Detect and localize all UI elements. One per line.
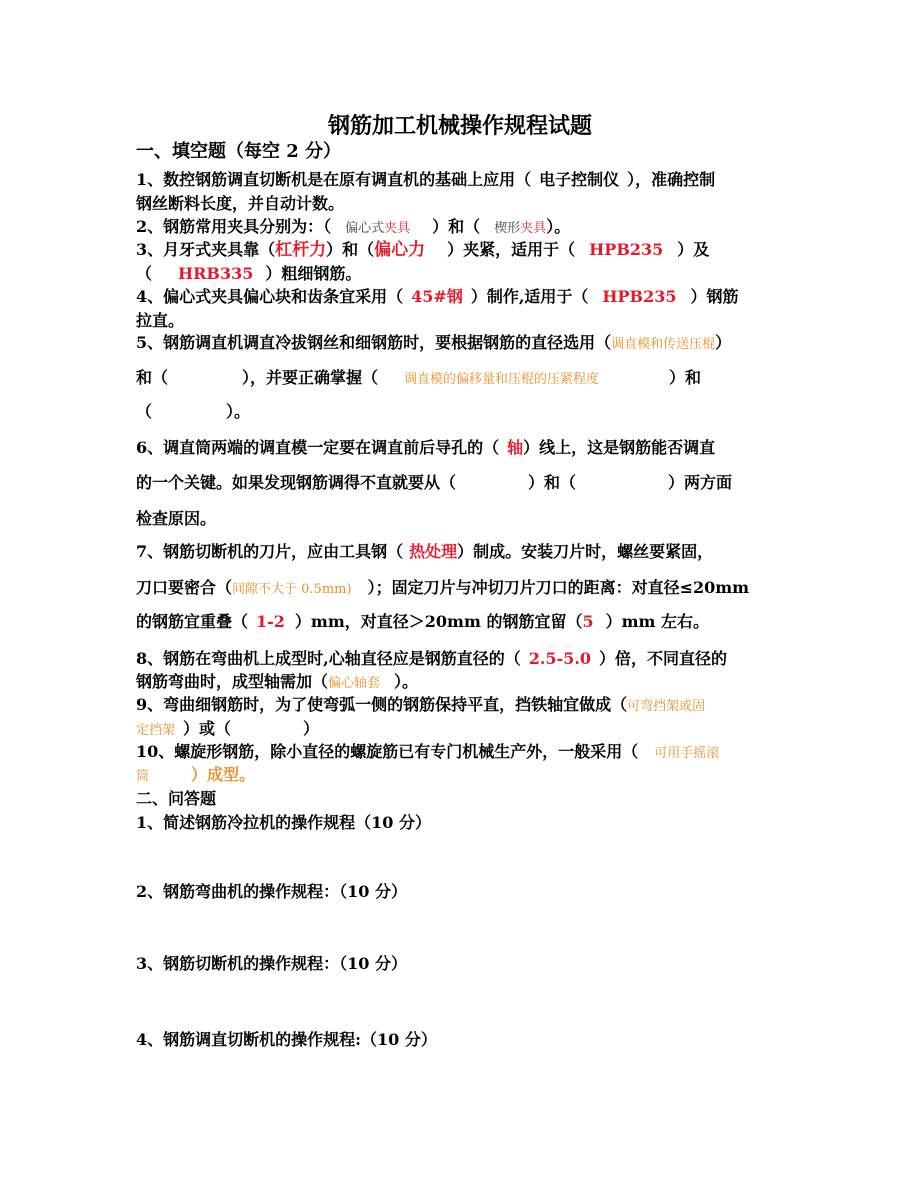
q3-text-c: ）夹紧，适用于（ [447, 240, 576, 259]
question-8-line-2 [136, 672, 418, 694]
q4-text: 4、偏心式夹具偏心块和齿条宜采用（ [136, 287, 404, 306]
q8-text: 8、钢筋在弯曲机上成型时,心轴直径应是钢筋直径的（ [136, 649, 521, 668]
question-10-line-1 [136, 742, 719, 764]
q7-answer-4: 5 [582, 612, 594, 631]
question-8-line-1 [136, 649, 727, 669]
question-5-line-3 [136, 402, 250, 422]
q1-text-b: ），准确控制 [627, 170, 716, 189]
q9-text: 9、弯曲细钢筋时，为了使弯弧一侧的钢筋保持平直，挡铁轴宜做成（ [136, 695, 628, 714]
q7-answer-3: 1-2 [256, 612, 285, 631]
question-6-line-1 [136, 438, 715, 458]
q2-answer-1a: 偏心式 [345, 221, 385, 236]
q7-answer-1: 热处理 [409, 542, 458, 561]
question-6-line-2 [136, 473, 732, 493]
q10-answer-1b: 筒 [136, 769, 150, 784]
question-5-line-1 [136, 333, 731, 355]
q7-text-f: ）mm，对直径＞20mm 的钢筋宜留（ [294, 612, 583, 631]
q8-answer-1: 2.5-5.0 [528, 649, 592, 668]
q3-answer-1: 杠杆力 [275, 240, 327, 260]
q3-answer-2: 偏心力 [374, 240, 426, 260]
q6-text-c: 的一个关键。如果发现钢筋调得不直就要从（ [136, 473, 457, 492]
q3-text: 3、月牙式夹具靠（ [136, 240, 276, 259]
q7-text-e: 的钢筋宜重叠（ [136, 612, 249, 631]
question-4-line-1 [136, 287, 739, 307]
question-2 [136, 217, 570, 239]
q5-text-g: ）。 [226, 402, 251, 421]
q8-text-b: ）倍，不同直径的 [599, 649, 728, 668]
q7-text: 7、钢筋切断机的刀片，应由工具钢（ [136, 542, 404, 561]
question-1-line-2: 钢丝断料长度，并自动计数。 [136, 194, 345, 213]
document-title: 钢筋加工机械操作规程试题 [327, 113, 592, 139]
question-3-line-2 [136, 264, 361, 284]
section-qa: 二、问答题 [136, 789, 217, 808]
section-fill-in: 一、填空题（每空 2 分） [136, 141, 342, 162]
q3-answer-4: HRB335 [178, 264, 254, 283]
q6-text-b: ）线上，这是钢筋能否调直 [523, 438, 716, 457]
qa-item-4: 4、钢筋调直切断机的操作规程:（10 分） [136, 1030, 437, 1049]
question-5-line-2 [136, 368, 701, 390]
qa-item-3: 3、钢筋切断机的操作规程：（10 分） [136, 954, 407, 973]
q2-answer-1b: 夹具 [384, 221, 411, 236]
q5-text-e: ）和 [669, 368, 702, 387]
question-7-line-1 [136, 542, 713, 562]
q8-answer-2: 偏心轴套 [328, 676, 381, 691]
q3-text-e: （ [136, 264, 153, 283]
q3-text-b: ）和（ [326, 240, 375, 259]
q6-answer: 轴 [507, 438, 524, 457]
q2-answer-2b: 夹具 [520, 221, 547, 236]
q10-text-b: ）成型。 [191, 765, 256, 784]
q6-text: 6、调直筒两端的调直模一定要在调直前后导孔的（ [136, 438, 500, 457]
q6-text-e: ）两方面 [668, 473, 733, 492]
question-4-line-2: 拉直。 [136, 311, 185, 330]
q4-text-c: ）钢筋 [690, 287, 739, 306]
q6-text-d: ）和（ [528, 473, 577, 492]
q9-text-c: ） [303, 719, 320, 738]
q5-text-f: （ [136, 402, 153, 421]
q3-text-f: ）粗细钢筋。 [265, 264, 362, 283]
question-3-line-1 [136, 240, 709, 260]
question-10-line-2 [136, 765, 255, 787]
q8-text-c: 钢筋弯曲时，成型轴需加（ [136, 672, 329, 691]
q4-answer-1: 45#钢 [411, 287, 463, 306]
q2-answer-2a: 楔形 [494, 221, 521, 236]
q1-answer: 电子控制仪 [539, 170, 620, 189]
q4-text-b: ）制作,适用于（ [470, 287, 589, 306]
question-9-line-1 [136, 695, 705, 717]
q5-answer-2: 调直模的偏移量和压棍的压紧程度 [404, 372, 600, 387]
q7-text-c: 刀口要密合（ [136, 578, 233, 597]
q10-text: 10、螺旋形钢筋，除小直径的螺旋筋已有专门机械生产外，一般采用（ [136, 742, 639, 761]
q3-answer-3: HPB235 [589, 240, 664, 259]
q9-text-b: ）或（ [183, 719, 232, 738]
q9-answer-1a: 可弯挡架或固 [627, 699, 706, 714]
q5-text-c: 和（ [136, 368, 169, 387]
q8-text-d: ）。 [394, 672, 419, 691]
qa-item-2: 2、钢筋弯曲机的操作规程：（10 分） [136, 882, 407, 901]
q2-text-b: ）和（ [432, 217, 481, 236]
q2-text-c: ）。 [546, 217, 571, 236]
q5-text-d: ），并要正确掌握（ [242, 368, 379, 387]
question-7-line-2 [136, 578, 749, 600]
q7-answer-2: 间隙不大于 0.5mm) [232, 582, 352, 597]
q10-answer-1a: 可用手摇滚 [654, 746, 720, 761]
q3-text-d: ）及 [677, 240, 710, 259]
q5-text-b: ） [715, 333, 732, 352]
question-9-line-2 [136, 719, 319, 741]
q7-text-b: ）制成。安装刀片时，螺丝要紧固， [457, 542, 714, 561]
q4-answer-2: HPB235 [602, 287, 677, 306]
q5-answer-1: 调直模和传送压棍 [611, 337, 716, 352]
question-1-line-1 [136, 170, 715, 190]
q7-text-g: ）mm 左右。 [605, 612, 710, 631]
q9-answer-1b: 定挡架 [136, 723, 176, 738]
q5-text: 5、钢筋调直机调直冷拔钢丝和细钢筋时，要根据钢筋的直径选用（ [136, 333, 612, 352]
q1-text: 1、数控钢筋调直切断机是在原有调直机的基础上应用（ [136, 170, 532, 189]
qa-item-1: 1、简述钢筋冷拉机的操作规程（10 分） [136, 813, 431, 832]
question-7-line-3 [136, 612, 709, 632]
q2-text: 2、钢筋常用夹具分别为：（ [136, 217, 332, 236]
question-6-line-3: 检查原因。 [136, 509, 217, 528]
q7-text-d: ）；固定刀片与冲切刀片刀口的距离：对直径≤20mm [367, 578, 750, 597]
